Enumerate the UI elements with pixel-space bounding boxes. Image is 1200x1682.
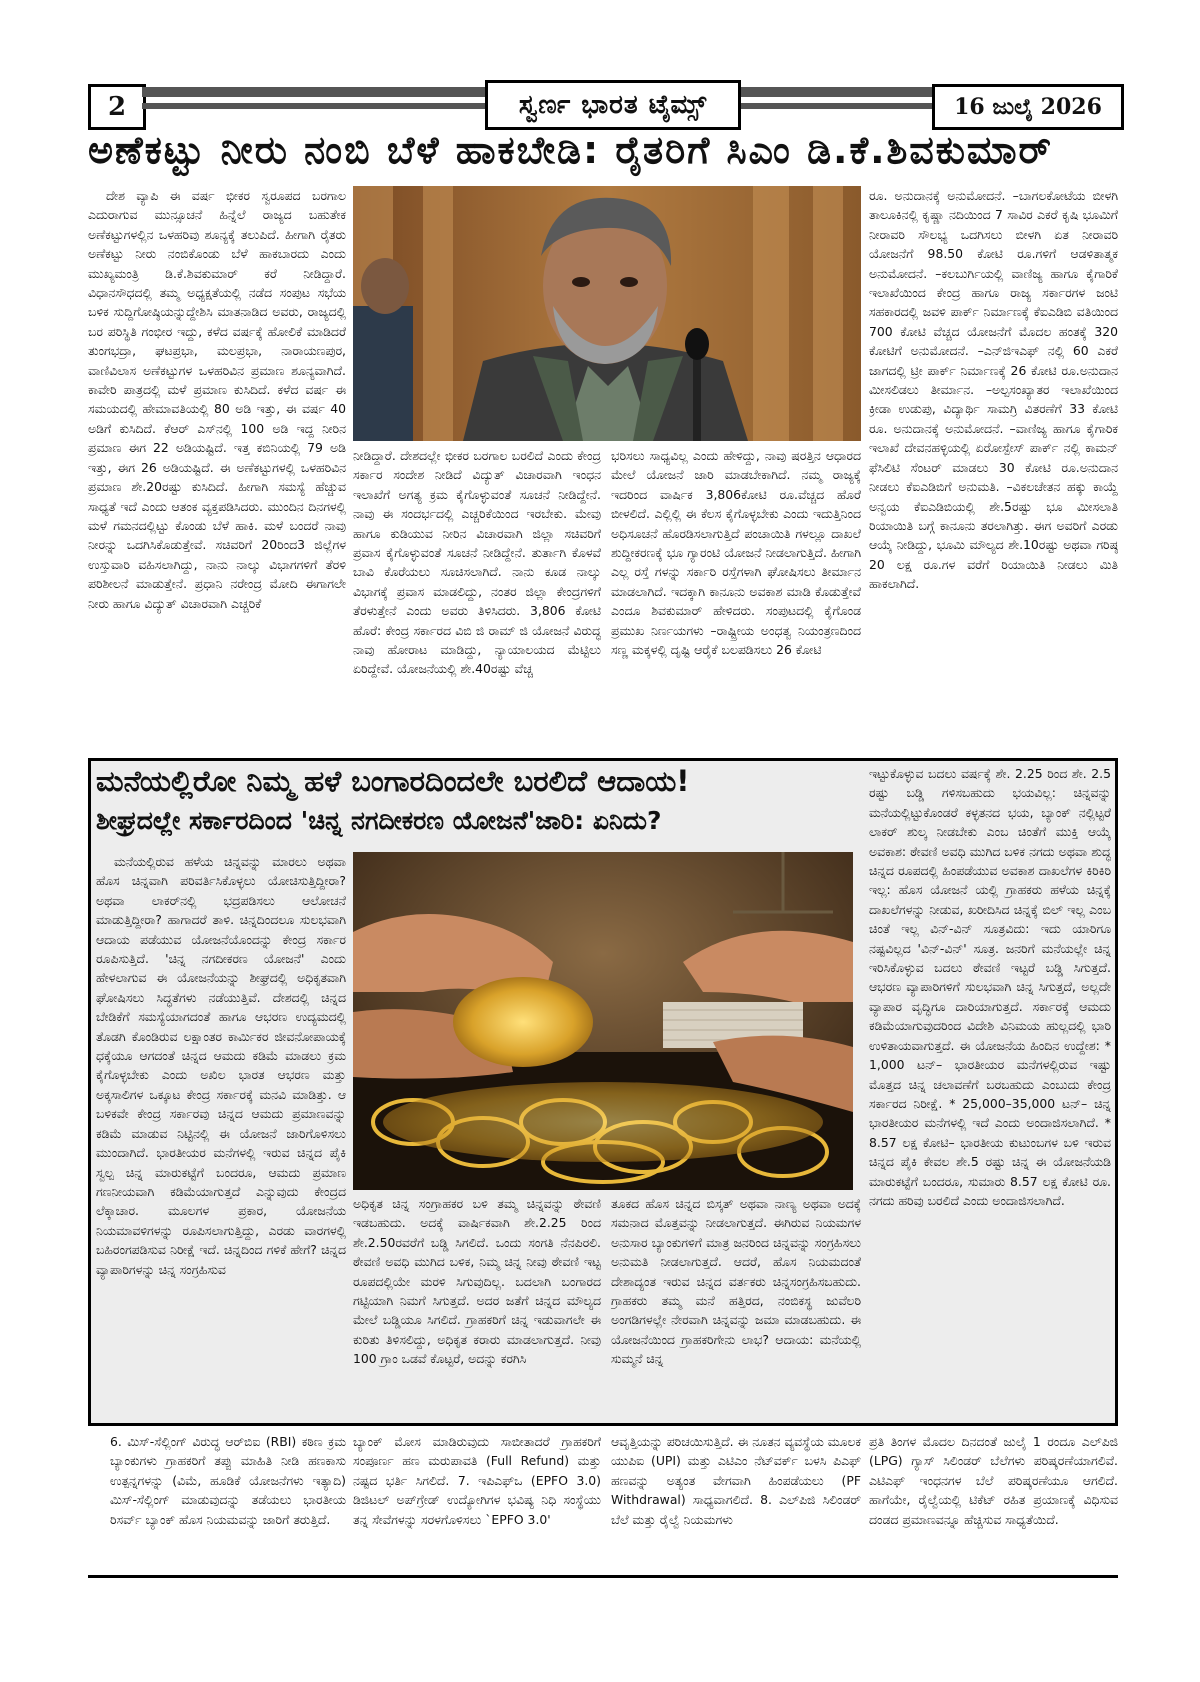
bottom-rule <box>88 1575 1118 1578</box>
masthead-bar-left <box>142 87 485 97</box>
newspaper-title: ಸ್ವರ್ಣ ಭಾರತ ಟೈಮ್ಸ್ <box>485 80 741 130</box>
story3-column-2: ಬ್ಯಾಂಕ್ ಮೋಸ ಮಾಡಿರುವುದು ಸಾಬೀತಾದರೆ ಗ್ರಾಹಕರಿಗೆ ಸಂಪೂರ್ಣ ಹಣ ಮರುಪಾವತಿ (Full Refund) ಮತ್ತು ನಷ್ಟದ ಭರ್ತಿ ಸಿಗಲಿದೆ. 7. ಇಪಿಎಫ್‌ಒ (EPFO 3.0) ಡಿಜಿಟಲ್ ಅಪ್‌ಗ್ರೇಡ್ ಉದ್ಯೋಗಿಗಳ ಭವಿಷ್ಯ ನಿಧಿ ಸಂಸ್ಥೆಯು ತನ್ನ ಸೇವೆಗಳನ್ನು ಸರಳಗೊಳಿಸಲು `EPFO 3.0' <box>353 1434 601 1527</box>
story1-headline: ಅಣೆಕಟ್ಟು ನೀರು ನಂಬಿ ಬೆಳೆ ಹಾಕಬೇಡಿ: ರೈತರಿಗೆ ಸಿಎಂ ಡಿ.ಕೆ.ಶಿವಕುಮಾರ್ <box>88 128 1053 172</box>
masthead-bar-right-lower <box>735 103 932 109</box>
story3-column-3: ಆವೃತ್ತಿಯನ್ನು ಪರಿಚಯಿಸುತ್ತಿದೆ. ಈ ನೂತನ ವ್ಯವಸ್ಥೆಯ ಮೂಲಕ ಯುಪಿಐ (UPI) ಮತ್ತು ಎಟಿಎಂ ನೆಟ್‌ವರ್ಕ್ ಬಳಸಿ ಪಿಎಫ್ ಹಣವನ್ನು ಅತ್ಯಂತ ವೇಗವಾಗಿ ಹಿಂಪಡೆಯಲು (PF Withdrawal) ಸಾಧ್ಯವಾಗಲಿದೆ. 8. ಎಲ್‌ಪಿಜಿ ಸಿಲಿಂಡರ್ ಬೆಲೆ ಮತ್ತು ರೈಲ್ವೆ ನಿಯಮಗಳು <box>611 1434 861 1527</box>
chief-minister-photo <box>353 186 861 441</box>
story2-column-4: ಇಟ್ಟುಕೊಳ್ಳುವ ಬದಲು ವರ್ಷಕ್ಕೆ ಶೇ. 2.25 ರಿಂದ ಶೇ. 2.5 ರಷ್ಟು ಬಡ್ಡಿ ಗಳಿಸಬಹುದು ಭಯವಿಲ್ಲ: ಚಿನ್ನವನ್ನು ಮನೆಯಲ್ಲಿಟ್ಟುಕೊಂಡರೆ ಕಳ್ಳತನದ ಭಯ, ಬ್ಯಾಂಕ್ ನಲ್ಲಿಟ್ಟರೆ ಲಾಕರ್ ಶುಲ್ಕ ನೀಡಬೇಕು ಎಂಬ ಚಿಂತೆಗೆ ಮುಕ್ತಿ ಆಯ್ಕೆ ಅವಕಾಶ: ಠೇವಣಿ ಅವಧಿ ಮುಗಿದ ಬಳಿಕ ನಗದು ಅಥವಾ ಶುದ್ಧ ಚಿನ್ನದ ರೂಪದಲ್ಲಿ ಹಿಂಪಡೆಯುವ ಅವಕಾಶ ದಾಖಲೆಗಳ ಕಿರಿಕಿರಿ ಇಲ್ಲ: ಹೊಸ ಯೋಜನೆ ಯಲ್ಲಿ ಗ್ರಾಹಕರು ಹಳೆಯ ಚಿನ್ನಕ್ಕೆ ದಾಖಲೆಗಳನ್ನು ನೀಡುವ, ಖರೀದಿಸಿದ ಚಿನ್ನಕ್ಕೆ ಬಿಲ್ ಇಲ್ಲ ಎಂಬ ಚಿಂತೆ ಇಲ್ಲ ವಿನ್-ವಿನ್ ಸೂತ್ರವಿದು: ಇದು ಯಾರಿಗೂ ನಷ್ಟವಿಲ್ಲದ 'ವಿನ್-ವಿನ್' ಸೂತ್ರ. ಜನರಿಗೆ ಮನೆಯಲ್ಲೇ ಚಿನ್ನ ಇರಿಸಿಕೊಳ್ಳುವ ಬದಲು ಠೇವಣಿ ಇಟ್ಟರೆ ಬಡ್ಡಿ ಸಿಗುತ್ತದೆ. ಆಭರಣ ವ್ಯಾಪಾರಿಗಳಿಗೆ ಸುಲಭವಾಗಿ ಚಿನ್ನ ಸಿಗುತ್ತದೆ, ಅಲ್ಲದೇ ವ್ಯಾಪಾರ ವೃದ್ಧಿಗೂ ದಾರಿಯಾಗುತ್ತದೆ. ಸರ್ಕಾರಕ್ಕೆ ಆಮದು ಕಡಿಮೆಯಾಗುವುದರಿಂದ ವಿದೇಶಿ ವಿನಿಮಯ ಹುಲ್ಲದಲ್ಲಿ ಭಾರಿ ಉಳಿತಾಯವಾಗುತ್ತದೆ. ಈ ಯೋಜನೆಯ ಹಿಂದಿನ ಉದ್ದೇಶ: * 1,000 ಟನ್‌– ಭಾರತೀಯರ ಮನೆಗಳಲ್ಲಿರುವ ಇಷ್ಟು ಮೊತ್ತದ ಚಿನ್ನ ಚಲಾವಣೆಗೆ ಬರಬಹುದು ಎಂಬುದು ಕೇಂದ್ರ ಸರ್ಕಾರದ ನಿರೀಕ್ಷೆ. * 25,000–35,000 ಟನ್‌– ಚಿನ್ನ ಭಾರತೀಯರ ಮನೆಗಳಲ್ಲಿ ಇದೆ ಎಂದು ಅಂದಾಜಿಸಲಾಗಿದೆ. * 8.57 ಲಕ್ಷ ಕೋಟಿ– ಭಾರತೀಯ ಕುಟುಂಬಗಳ ಬಳಿ ಇರುವ ಚಿನ್ನದ ಪೈಕಿ ಕೇವಲ ಶೇ.5 ರಷ್ಟು ಚಿನ್ನ ಈ ಯೋಜನೆಯಡಿ ಮಾರುಕಟ್ಟೆಗೆ ಬಂದರೂ, ಸುಮಾರು 8.57 ಲಕ್ಷ ಕೋಟಿ ರೂ. ನಗದು ಹರಿವು ಬರಲಿದೆ ಎಂದು ಅಂದಾಜಿಸಲಾಗಿದೆ. <box>869 766 1111 1208</box>
story3-column-4: ಪ್ರತಿ ತಿಂಗಳ ಮೊದಲ ದಿನದಂತೆ ಜುಲೈ 1 ರಂದೂ ಎಲ್‌ಪಿಜಿ (LPG) ಗ್ಯಾಸ್ ಸಿಲಿಂಡರ್ ಬೆಲೆಗಳು ಪರಿಷ್ಕರಣೆಯಾಗಲಿವೆ. ಎಟಿಎಫ್ ಇಂಧನಗಳ ಬೆಲೆ ಪರಿಷ್ಕರಣೆಯೂ ಆಗಲಿದೆ. ಹಾಗೆಯೇ, ರೈಲ್ವೆಯಲ್ಲಿ ಟಿಕೆಟ್ ರಹಿತ ಪ್ರಯಾಣಕ್ಕೆ ವಿಧಿಸುವ ದಂಡದ ಪ್ರಮಾಣವನ್ನೂ ಹೆಚ್ಚಿಸುವ ಸಾಧ್ಯತೆಯಿದೆ. <box>869 1434 1118 1527</box>
story2-column-2: ಅಧಿಕೃತ ಚಿನ್ನ ಸಂಗ್ರಾಹಕರ ಬಳಿ ತಮ್ಮ ಚಿನ್ನವನ್ನು ಠೇವಣಿ ಇಡಬಹುದು. ಅದಕ್ಕೆ ವಾರ್ಷಿಕವಾಗಿ ಶೇ.2.25 ರಿಂದ ಶೇ.2.50ರವರೆಗೆ ಬಡ್ಡಿ ಸಿಗಲಿದೆ. ಒಂದು ಸಂಗತಿ ನೆನಪಿರಲಿ. ಠೇವಣಿ ಅವಧಿ ಮುಗಿದ ಬಳಿಕ, ನಿಮ್ಮ ಚಿನ್ನ ನೀವು ಠೇವಣಿ ಇಟ್ಟ ರೂಪದಲ್ಲಿಯೇ ಮರಳಿ ಸಿಗುವುದಿಲ್ಲ. ಬದಲಾಗಿ ಬಂಗಾರದ ಗಟ್ಟಿಯಾಗಿ ನಿಮಗೆ ಸಿಗುತ್ತದೆ. ಅದರ ಜತೆಗೆ ಚಿನ್ನದ ಮೌಲ್ಯದ ಮೇಲೆ ಬಡ್ಡಿಯೂ ಸಿಗಲಿದೆ. ಗ್ರಾಹಕರಿಗೆ ಚಿನ್ನ ಇಡುವಾಗಲೇ ಈ ಕುರಿತು ತಿಳಿಸಲಿದ್ದು, ಅಧಿಕೃತ ಕರಾರು ಮಾಡಲಾಗುತ್ತದೆ. ನೀವು 100 ಗ್ರಾಂ ಒಡವೆ ಕೊಟ್ಟರೆ, ಅದನ್ನು ಕರಗಿಸಿ <box>353 1196 601 1367</box>
gold-jewellery-illustration <box>353 852 853 1190</box>
issue-date: 16 ಜುಲೈ 2026 <box>932 84 1124 130</box>
story1-column-2: ನೀಡಿದ್ದಾರೆ. ದೇಶದಲ್ಲೇ ಭೀಕರ ಬರಗಾಲ ಬರಲಿದೆ ಎಂದು ಕೇಂದ್ರ ಸರ್ಕಾರ ಸಂದೇಶ ನೀಡಿದೆ ವಿದ್ಯುತ್ ವಿಚಾರವಾಗಿ ಇಂಧನ ಇಲಾಖೆಗೆ ಅಗತ್ಯ ಕ್ರಮ ಕೈಗೊಳ್ಳುವಂತೆ ಸೂಚನೆ ನೀಡಿದ್ದೇನೆ. ನಾವು ಈ ಸಂದರ್ಭದಲ್ಲಿ ಎಚ್ಚರಿಕೆಯಿಂದ ಇರಬೇಕು. ಮೇವು ಹಾಗೂ ಕುಡಿಯುವ ನೀರಿನ ವಿಚಾರವಾಗಿ ಜಿಲ್ಲಾ ಸಚಿವರಿಗೆ ಪ್ರವಾಸ ಕೈಗೊಳ್ಳುವಂತೆ ಸೂಚನೆ ನೀಡಿದ್ದೇನೆ. ತುರ್ತಾಗಿ ಕೊಳವೆ ಬಾವಿ ಕೊರೆಯಲು ಸೂಚಿಸಲಾಗಿದೆ. ನಾನು ಕೂಡ ನಾಲ್ಕು ವಿಭಾಗಕ್ಕೆ ಪ್ರವಾಸ ಮಾಡಲಿದ್ದು, ನಂತರ ಜಿಲ್ಲಾ ಕೇಂದ್ರಗಳಿಗೆ ತೆರಳುತ್ತೇನೆ ಎಂದು ಅವರು ತಿಳಿಸಿದರು. 3,806 ಕೋಟಿ ಹೊರೆ: ಕೇಂದ್ರ ಸರ್ಕಾರದ ವಿಬಿ ಜಿ ರಾಮ್ ಜಿ ಯೋಜನೆ ವಿರುದ್ಧ ನಾವು ಹೋರಾಟ ಮಾಡಿದ್ದು, ನ್ಯಾಯಾಲಯದ ಮೆಟ್ಟಿಲು ಏರಿದ್ದೇವೆ. ಯೋಜನೆಯಲ್ಲಿ ಶೇ.40ರಷ್ಟು ವೆಚ್ಚ <box>353 448 601 677</box>
story1-column-3: ಭರಿಸಲು ಸಾಧ್ಯವಿಲ್ಲ ಎಂದು ಹೇಳಿದ್ದು, ನಾವು ಷರತ್ತಿನ ಆಧಾರದ ಮೇಲೆ ಯೋಜನೆ ಜಾರಿ ಮಾಡಬೇಕಾಗಿದೆ. ನಮ್ಮ ರಾಜ್ಯಕ್ಕೆ ಇದರಿಂದ ವಾರ್ಷಿಕ 3,806ಕೋಟಿ ರೂ.ವೆಚ್ಚದ ಹೊರೆ ಬೀಳಲಿದೆ. ಎಲ್ಲಿಲ್ಲಿ ಈ ಕೆಲಸ ಕೈಗೊಳ್ಳಬೇಕು ಎಂದು ಇದುತ್ತಿನಿಂದ ಅಧಿಸೂಚನೆ ಹೊರಡಿಸಲಾಗುತ್ತಿದೆ ಪಂಚಾಯಿತಿ ಗಳಲ್ಲೂ ದಾಖಲೆ ಶುದ್ದೀಕರಣಕ್ಕೆ ಭೂ ಗ್ಯಾರಂಟಿ ಯೋಜನೆ ನೀಡಲಾಗುತ್ತಿದೆ. ಹೀಗಾಗಿ ಎಲ್ಲ ರಸ್ತೆ ಗಳನ್ನು ಸರ್ಕಾರಿ ರಸ್ತೆಗಳಾಗಿ ಘೋಷಿಸಲು ತೀರ್ಮಾನ ಮಾಡಲಾಗಿದೆ. ಇದಕ್ಕಾಗಿ ಕಾನೂನು ಅವಕಾಶ ಮಾಡಿ ಕೊಡುತ್ತೇವೆ ಎಂದೂ ಶಿವಕುಮಾರ್ ಹೇಳಿದರು. ಸಂಪುಟದಲ್ಲಿ ಕೈಗೊಂಡ ಪ್ರಮುಖ ನಿರ್ಣಯಗಳು –ರಾಷ್ಟ್ರೀಯ ಅಂಧತ್ವ ನಿಯಂತ್ರಣದಿಂದ ಸಣ್ಣ ಮಕ್ಕಳಲ್ಲಿ ದೃಷ್ಟಿ ಆರೈಕೆ ಬಲಪಡಿಸಲು 26 ಕೋಟಿ <box>611 448 861 658</box>
chief-minister-illustration <box>353 186 861 441</box>
gold-jewellery-photo <box>353 852 853 1190</box>
page-number: 2 <box>88 84 146 130</box>
story2-column-1: ಮನೆಯಲ್ಲಿರುವ ಹಳೆಯ ಚಿನ್ನವನ್ನು ಮಾರಲು ಅಥವಾ ಹೊಸ ಚಿನ್ನವಾಗಿ ಪರಿವರ್ತಿಸಿಕೊಳ್ಳಲು ಯೋಚಿಸುತ್ತಿದ್ದೀರಾ? ಅಥವಾ ಲಾಕರ್‌ನಲ್ಲಿ ಭದ್ರಪಡಿಸಲು ಆಲೋಚನೆ ಮಾಡುತ್ತಿದ್ದೀರಾ? ಹಾಗಾದರೆ ತಾಳಿ. ಚಿನ್ನದಿಂದಲೂ ಸುಲಭವಾಗಿ ಆದಾಯ ಪಡೆಯುವ ಯೋಜನೆಯೊಂದನ್ನು ಕೇಂದ್ರ ಸರ್ಕಾರ ರೂಪಿಸುತ್ತಿದೆ. 'ಚಿನ್ನ ನಗದೀಕರಣ ಯೋಜನೆ' ಎಂದು ಹೇಳಲಾಗುವ ಈ ಯೋಜನೆಯನ್ನು ಶೀಘ್ರದಲ್ಲಿ ಅಧಿಕೃತವಾಗಿ ಘೋಷಿಸಲು ಸಿದ್ಧತೆಗಳು ನಡೆಯುತ್ತಿವೆ. ದೇಶದಲ್ಲಿ ಚಿನ್ನದ ಬೇಡಿಕೆಗೆ ಸಮಸ್ಯೆಯಾಗದಂತೆ ಹಾಗೂ ಆಭರಣ ಉದ್ಯಮದಲ್ಲಿ ತೊಡಗಿ ಕೊಂಡಿರುವ ಲಕ್ಷಾಂತರ ಕಾರ್ಮಿಕರ ಜೀವನೋಪಾಯಕ್ಕೆ ಧಕ್ಕೆಯೂ ಆಗದಂತೆ ಚಿನ್ನದ ಆಮದು ಕಡಿಮೆ ಮಾಡಲು ಕ್ರಮ ಕೈಗೊಳ್ಳಬೇಕು ಎಂದು ಅಖಿಲ ಭಾರತ ಆಭರಣ ಮತ್ತು ಅಕ್ಕಸಾಲಿಗಳ ಒಕ್ಕೂಟ ಕೇಂದ್ರ ಸರ್ಕಾರಕ್ಕೆ ಮನವಿ ಮಾಡಿತ್ತು. ಆ ಬಳಿಕವೇ ಕೇಂದ್ರ ಸರ್ಕಾರವು ಚಿನ್ನದ ಆಮದು ಪ್ರಮಾಣವನ್ನು ಕಡಿಮೆ ಮಾಡುವ ನಿಟ್ಟಿನಲ್ಲಿ ಈ ಯೋಜನೆ ಜಾರಿಗೊಳಿಸಲು ಮುಂದಾಗಿದೆ. ಭಾರತೀಯರ ಮನೆಗಳಲ್ಲಿ ಇರುವ ಚಿನ್ನದ ಪೈಕಿ ಸ್ವಲ್ಪ ಚಿನ್ನ ಮಾರುಕಟ್ಟೆಗೆ ಬಂದರೂ, ಆಮದು ಪ್ರಮಾಣ ಗಣನೀಯವಾಗಿ ಕಡಿಮೆಯಾಗುತ್ತದೆ ಎನ್ನುವುದು ಕೇಂದ್ರದ ಲೆಕ್ಕಾಚಾರ. ಮೂಲಗಳ ಪ್ರಕಾರ, ಯೋಜನೆಯ ನಿಯಮಾವಳಿಗಳನ್ನು ರೂಪಿಸಲಾಗುತ್ತಿದ್ದು, ಎರಡು ವಾರಗಳಲ್ಲಿ ಬಹಿರಂಗಪಡಿಸುವ ನಿರೀಕ್ಷೆ ಇದೆ. ಚಿನ್ನದಿಂದ ಗಳಿಕೆ ಹೇಗೆ? ಚಿನ್ನದ ವ್ಯಾಪಾರಿಗಳನ್ನು ಚಿನ್ನ ಸಂಗ್ರಹಿಸುವ <box>96 854 346 1277</box>
masthead-bar-right <box>735 87 932 97</box>
story2-subheadline: ಶೀಘ್ರದಲ್ಲೇ ಸರ್ಕಾರದಿಂದ 'ಚಿನ್ನ ನಗದೀಕರಣ ಯೋಜನೆ'ಜಾರಿ: ಏನಿದು? <box>96 806 662 835</box>
story2-headline: ಮನೆಯಲ್ಲಿರೋ ನಿಮ್ಮ ಹಳೆ ಬಂಗಾರದಿಂದಲೇ ಬರಲಿದೆ ಆದಾಯ! <box>96 764 690 798</box>
masthead-bar-left-lower <box>142 103 485 109</box>
story2-column-3: ತೂಕದ ಹೊಸ ಚಿನ್ನದ ಬಿಸ್ಕತ್ ಅಥವಾ ನಾಣ್ಯ ಅಥವಾ ಅದಕ್ಕೆ ಸಮನಾದ ಮೊತ್ತವನ್ನು ನೀಡಲಾಗುತ್ತದೆ. ಈಗಿರುವ ನಿಯಮಗಳ ಅನುಸಾರ ಬ್ಯಾಂಕುಗಳಿಗೆ ಮಾತ್ರ ಜನರಿಂದ ಚಿನ್ನವನ್ನು ಸಂಗ್ರಹಿಸಲು ಅನುಮತಿ ನೀಡಲಾಗುತ್ತದೆ. ಆದರೆ, ಹೊಸ ನಿಯಮದಂತೆ ದೇಶಾದ್ಯಂತ ಇರುವ ಚಿನ್ನದ ವರ್ತಕರು ಚಿನ್ನಸಂಗ್ರಹಿಸಬಹುದು. ಗ್ರಾಹಕರು ತಮ್ಮ ಮನೆ ಹತ್ತಿರದ, ನಂಬಿಕಸ್ಥ ಜುವೆಲರಿ ಅಂಗಡಿಗಳಲ್ಲೇ ನೇರವಾಗಿ ಚಿನ್ನವನ್ನು ಜಮಾ ಮಾಡಬಹುದು. ಈ ಯೋಜನೆಯಿಂದ ಗ್ರಾಹಕರಿಗೇನು ಲಾಭ? ಆದಾಯ: ಮನೆಯಲ್ಲಿ ಸುಮ್ಮನೆ ಚಿನ್ನ <box>611 1196 861 1367</box>
story3-column-1: 6. ಮಿಸ್-ಸೆಲ್ಲಿಂಗ್ ವಿರುದ್ಧ ಆರ್‌ಬಿಐ (RBI) ಕಠಿಣ ಕ್ರಮ ಬ್ಯಾಂಕುಗಳು ಗ್ರಾಹಕರಿಗೆ ತಪ್ಪು ಮಾಹಿತಿ ನೀಡಿ ಹಣಕಾಸು ಉತ್ಪನ್ನಗಳನ್ನು (ವಿಮೆ, ಹೂಡಿಕೆ ಯೋಜನೆಗಳು ಇತ್ಯಾದಿ) ಮಿಸ್-ಸೆಲ್ಲಿಂಗ್ ಮಾಡುವುದನ್ನು ತಡೆಯಲು ಭಾರತೀಯ ರಿಸರ್ವ್ ಬ್ಯಾಂಕ್ ಹೊಸ ನಿಯಮವನ್ನು ಜಾರಿಗೆ ತರುತ್ತಿದೆ. <box>110 1434 346 1527</box>
story1-column-1: ದೇಶ ವ್ಯಾಪಿ ಈ ವರ್ಷ ಭೀಕರ ಸ್ವರೂಪದ ಬರಗಾಲ ಎದುರಾಗುವ ಮುನ್ಸೂಚನೆ ಹಿನ್ನೆಲೆ ರಾಜ್ಯದ ಬಹುತೇಕ ಅಣೆಕಟ್ಟುಗಳಲ್ಲಿನ ಒಳಹರಿವು ಶೂನ್ಯಕ್ಕೆ ತಲುಪಿದೆ. ಹೀಗಾಗಿ ರೈತರು ಅಣೆಕಟ್ಟು ನೀರು ನಂಬಿಕೊಂಡು ಬೆಳೆ ಹಾಕಬಾರದು ಎಂದು ಮುಖ್ಯಮಂತ್ರಿ ಡಿ.ಕೆ.ಶಿವಕುಮಾರ್ ಕರೆ ನೀಡಿದ್ದಾರೆ. ವಿಧಾನಸೌಧದಲ್ಲಿ ತಮ್ಮ ಅಧ್ಯಕ್ಷತೆಯಲ್ಲಿ ನಡೆದ ಸಂಪುಟ ಸಭೆಯ ಬಳಿಕ ಸುದ್ದಿಗೋಷ್ಠಿಯನ್ನುದ್ದೇಶಿಸಿ ಮಾತನಾಡಿದ ಅವರು, ರಾಜ್ಯದಲ್ಲಿ ಬರ ಪರಿಸ್ಥಿತಿ ಗಂಭೀರ ಇದ್ದು, ಕಳೆದ ವರ್ಷಕ್ಕೆ ಹೋಲಿಕೆ ಮಾಡಿದರೆ ತುಂಗಭದ್ರಾ, ಘಟಪ್ರಭಾ, ಮಲಪ್ರಭಾ, ನಾರಾಯಣಪುರ, ವಾಣಿವಿಲಾಸ ಅಣೆಕಟ್ಟುಗಳ ಒಳಹರಿವಿನ ಪ್ರಮಾಣ ಶೂನ್ಯವಾಗಿದೆ. ಕಾವೇರಿ ಪಾತ್ರದಲ್ಲಿ ಮಳೆ ಪ್ರಮಾಣ ಕುಸಿದಿದೆ. ಕಳೆದ ವರ್ಷ ಈ ಸಮಯದಲ್ಲಿ ಹೇಮಾವತಿಯಲ್ಲಿ 80 ಅಡಿ ಇತ್ತು, ಈ ವರ್ಷ 40 ಅಡಿಗೆ ಕುಸಿದಿದೆ. ಕೆಆರ್ ಎಸ್‌ನಲ್ಲಿ 100 ಅಡಿ ಇದ್ದ ನೀರಿನ ಪ್ರಮಾಣ ಈಗ 22 ಅಡಿಯಷ್ಟಿದೆ. ಇತ್ತ ಕಬಿನಿಯಲ್ಲಿ 79 ಅಡಿ ಇತ್ತು, ಈಗ 26 ಅಡಿಯಷ್ಟಿದೆ. ಈ ಅಣೆಕಟ್ಟುಗಳಲ್ಲಿ ಒಳಹರಿವಿನ ಪ್ರಮಾಣ ಶೇ.20ರಷ್ಟು ಕುಸಿದಿದೆ. ಹೀಗಾಗಿ ಸಮಸ್ಯೆ ಹೆಚ್ಚುವ ಸಾಧ್ಯತೆ ಇದೆ ಎಂದು ಆತಂಕ ವ್ಯಕ್ತಪಡಿಸಿದರು. ಮುಂದಿನ ದಿನಗಳಲ್ಲಿ ಮಳೆ ಗಮನದಲ್ಲಿಟ್ಟು ಕೊಂಡು ಬೆಳೆ ಹಾಕಿ. ಮಳೆ ಬಂದರೆ ನಾವು ನೀರನ್ನು ಒದಗಿಸಿಕೊಡುತ್ತೇವೆ. ಸಚಿವರಿಗೆ 20ರಿಂದ3 ಜಿಲ್ಲೆಗಳ ಉಸ್ತುವಾರಿ ವಹಿಸಲಾಗಿದ್ದು, ನಾನು ನಾಲ್ಕು ವಿಭಾಗಗಳಿಗೆ ತೆರಳಿ ಪರಿಶೀಲನೆ ಮಾಡುತ್ತೇನೆ. ಪ್ರಧಾನಿ ನರೇಂದ್ರ ಮೋದಿ ಈಗಾಗಲೇ ನೀರು ಹಾಗೂ ವಿದ್ಯುತ್ ವಿಚಾರವಾಗಿ ಎಚ್ಚರಿಕೆ <box>88 188 346 611</box>
story1-column-4: ರೂ. ಅನುದಾನಕ್ಕೆ ಅನುಮೋದನೆ. –ಬಾಗಲಕೋಟೆಯ ಬೀಳಗಿ ತಾಲೂಕಿನಲ್ಲಿ ಕೃಷ್ಣಾ ನದಿಯಿಂದ 7 ಸಾವಿರ ಎಕರೆ ಕೃಷಿ ಭೂಮಿಗೆ ನೀರಾವರಿ ಸೌಲಭ್ಯ ಒದಗಿಸಲು ಬೀಳಗಿ ಏತ ನೀರಾವರಿ ಯೋಜನೆಗೆ 98.50 ಕೋಟಿ ರೂ.ಗಳಿಗೆ ಆಡಳಿತಾತ್ಮಕ ಅನುಮೋದನೆ. –ಕಲಬುರ್ಗಿಯಲ್ಲಿ ವಾಣಿಜ್ಯ ಹಾಗೂ ಕೈಗಾರಿಕೆ ಇಲಾಖೆಯಿಂದ ಕೇಂದ್ರ ಹಾಗೂ ರಾಜ್ಯ ಸರ್ಕಾರಗಳ ಜಂಟಿ ಸಹಕಾರದಲ್ಲಿ ಜವಳಿ ಪಾರ್ಕ್ ನಿರ್ಮಾಣಕ್ಕೆ ಕೆಐಎಡಿಬಿ ವತಿಯಿಂದ 700 ಕೋಟಿ ವೆಚ್ಚದ ಯೋಜನೆಗೆ ಮೊದಲ ಹಂತಕ್ಕೆ 320 ಕೋಟಿಗೆ ಅನುಮೋದನೆ. –ಎನ್‌ಜಿಇಎಫ್ ನಲ್ಲಿ 60 ಎಕರೆ ಜಾಗದಲ್ಲಿ ಟ್ರೀ ಪಾರ್ಕ್ ನಿರ್ಮಾಣಕ್ಕೆ 26 ಕೋಟಿ ರೂ.ಅನುದಾನ ಮೀಸಲಿಡಲು ತೀರ್ಮಾನ. –ಅಲ್ಪಸಂಖ್ಯಾತರ ಇಲಾಖೆಯಿಂದ ಕ್ರೀಡಾ ಉಡುಪು, ವಿದ್ಯಾರ್ಥಿ ಸಾಮಗ್ರಿ ವಿತರಣೆಗೆ 33 ಕೋಟಿ ರೂ. ಅನುದಾನಕ್ಕೆ ಅನುಮೋದನೆ. –ವಾಣಿಜ್ಯ ಹಾಗೂ ಕೈಗಾರಿಕ ಇಲಾಖೆ ದೇವನಹಳ್ಳಿಯಲ್ಲಿ ಏರೋಸ್ಪೇಸ್ ಪಾರ್ಕ್ ನಲ್ಲಿ ಕಾಮನ್ ಫೆಸಿಲಿಟಿ ಸೆಂಟರ್ ಮಾಡಲು 30 ಕೋಟಿ ರೂ.ಅನುದಾನ ನೀಡಲು ಕೆಐಎಡಿಬಿಗೆ ಅನುಮತಿ. –ವಿಕಲಚೇತನ ಹಕ್ಕು ಕಾಯ್ದೆ ಅನ್ವಯ ಕೆಐಎಡಿಬಿಯಲ್ಲಿ ಶೇ.5ರಷ್ಟು ಭೂ ಮೀಸಲಾತಿ ರಿಯಾಯಿತಿ ಬಗ್ಗೆ ಕಾನೂನು ತರಲಾಗಿತ್ತು. ಈಗ ಅವರಿಗೆ ಎರಡು ಆಯ್ಕೆ ನೀಡಿದ್ದು, ಭೂಮಿ ಮೌಲ್ಯದ ಶೇ.10ರಷ್ಟು ಅಥವಾ ಗರಿಷ್ಠ 20 ಲಕ್ಷ ರೂ.ಗಳ ವರೆಗೆ ರಿಯಾಯಿತಿ ನೀಡಲು ಮಿತಿ ಹಾಕಲಾಗಿದೆ. <box>869 188 1118 592</box>
